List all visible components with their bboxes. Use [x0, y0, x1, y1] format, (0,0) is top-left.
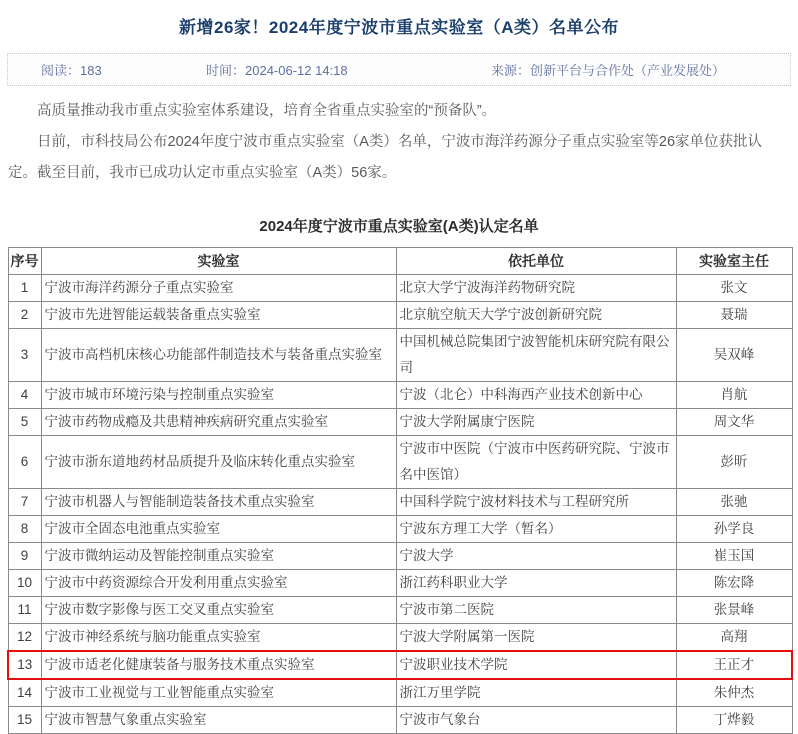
table-header-row: [8, 248, 792, 275]
table-row: [8, 570, 792, 597]
table-row: [8, 516, 792, 543]
table-body: [8, 275, 792, 734]
cell-lab: 宁波市数字影像与医工交叉重点实验室: [41, 597, 396, 624]
lab-table: [7, 247, 793, 734]
cell-director: 高翔: [676, 624, 792, 652]
cell-org: 中国机械总院集团宁波智能机床研究院有限公司: [396, 329, 676, 382]
cell-lab: 宁波市高档机床核心功能部件制造技术与装备重点实验室: [41, 329, 396, 382]
cell-no: 6: [8, 436, 41, 489]
table-row: [8, 382, 792, 409]
cell-lab: 宁波市海洋药源分子重点实验室: [41, 275, 396, 302]
cell-lab: 宁波市浙东道地药材品质提升及临床转化重点实验室: [41, 436, 396, 489]
cell-no: 1: [8, 275, 41, 302]
cell-org: 中国科学院宁波材料技术与工程研究所: [396, 489, 676, 516]
cell-org: 宁波大学附属第一医院: [396, 624, 676, 652]
cell-director: 张文: [676, 275, 792, 302]
meta-publish-time: 时间：2024-06-12 14:18: [206, 63, 348, 78]
cell-lab: 宁波市中药资源综合开发利用重点实验室: [41, 570, 396, 597]
cell-lab: 宁波市微纳运动及智能控制重点实验室: [41, 543, 396, 570]
cell-org: 北京大学宁波海洋药物研究院: [396, 275, 676, 302]
header-cell-org: 依托单位: [396, 248, 676, 275]
cell-no: 10: [8, 570, 41, 597]
cell-director: 张景峰: [676, 597, 792, 624]
cell-lab: 宁波市智慧气象重点实验室: [41, 707, 396, 734]
cell-no: 12: [8, 624, 41, 652]
header-cell-lab: 实验室: [41, 248, 396, 275]
article-meta-bar: [7, 53, 791, 86]
cell-lab: 宁波市全固态电池重点实验室: [41, 516, 396, 543]
table-row: [8, 329, 792, 382]
cell-no: 15: [8, 707, 41, 734]
cell-director: 崔玉国: [676, 543, 792, 570]
meta-views-count: 阅读：183: [41, 63, 102, 78]
table-row: [8, 436, 792, 489]
cell-org: 宁波职业技术学院: [396, 651, 676, 679]
table-row: [8, 707, 792, 734]
cell-no: 4: [8, 382, 41, 409]
cell-director: 朱仲杰: [676, 679, 792, 707]
cell-director: 周文华: [676, 409, 792, 436]
cell-lab: 宁波市先进智能运载装备重点实验室: [41, 302, 396, 329]
cell-org: 宁波大学: [396, 543, 676, 570]
cell-lab: 宁波市神经系统与脑功能重点实验室: [41, 624, 396, 652]
cell-org: 宁波（北仑）中科海西产业技术创新中心: [396, 382, 676, 409]
cell-lab: 宁波市机器人与智能制造装备技术重点实验室: [41, 489, 396, 516]
cell-no: 2: [8, 302, 41, 329]
table-row: [8, 597, 792, 624]
cell-org: 浙江万里学院: [396, 679, 676, 707]
body-paragraph-1: 高质量推动我市重点实验室体系建设，培育全省重点实验室的“预备队”。: [37, 103, 497, 119]
cell-director: 张驰: [676, 489, 792, 516]
meta-source: 来源：创新平台与合作处（产业发展处）: [491, 63, 726, 78]
cell-org: 宁波东方理工大学（暂名）: [396, 516, 676, 543]
cell-org: 宁波大学附属康宁医院: [396, 409, 676, 436]
table-row: [8, 543, 792, 570]
page-title: 新增26家！2024年度宁波市重点实验室（A类）名单公布: [178, 18, 619, 37]
cell-org: 宁波市第二医院: [396, 597, 676, 624]
cell-director: 孙学良: [676, 516, 792, 543]
cell-director: 聂瑞: [676, 302, 792, 329]
header-cell-director: 实验室主任: [676, 248, 792, 275]
article-body: [8, 96, 790, 189]
cell-org: 宁波市中医院（宁波市中医药研究院、宁波市名中医馆）: [396, 436, 676, 489]
cell-lab: 宁波市城市环境污染与控制重点实验室: [41, 382, 396, 409]
cell-org: 宁波市气象台: [396, 707, 676, 734]
table-row: [8, 624, 792, 652]
table-row: [8, 489, 792, 516]
header-cell-no: 序号: [8, 248, 41, 275]
cell-no: 8: [8, 516, 41, 543]
cell-lab: 宁波市工业视觉与工业智能重点实验室: [41, 679, 396, 707]
cell-no: 13: [8, 651, 41, 679]
cell-no: 7: [8, 489, 41, 516]
table-row: [8, 409, 792, 436]
cell-org: 北京航空航天大学宁波创新研究院: [396, 302, 676, 329]
cell-no: 11: [8, 597, 41, 624]
table-row: [8, 275, 792, 302]
cell-director: 彭昕: [676, 436, 792, 489]
cell-director: 吴双峰: [676, 329, 792, 382]
cell-no: 3: [8, 329, 41, 382]
cell-no: 5: [8, 409, 41, 436]
table-row-highlighted: [8, 651, 792, 679]
cell-director: 王正才: [676, 651, 792, 679]
table-row: [8, 302, 792, 329]
cell-director: 肖航: [676, 382, 792, 409]
cell-lab: 宁波市适老化健康装备与服务技术重点实验室: [41, 651, 396, 679]
cell-org: 浙江药科职业大学: [396, 570, 676, 597]
cell-no: 14: [8, 679, 41, 707]
cell-director: 陈宏降: [676, 570, 792, 597]
table-title: 2024年度宁波市重点实验室(A类)认定名单: [259, 218, 539, 235]
cell-lab: 宁波市药物成瘾及共患精神疾病研究重点实验室: [41, 409, 396, 436]
cell-director: 丁烨毅: [676, 707, 792, 734]
table-row: [8, 679, 792, 707]
body-paragraph-2: 日前，市科技局公布2024年度宁波市重点实验室（A类）名单，宁波市海洋药源分子重点实验室等26家单位获批认定。截至目前，我市已成功认定市重点实验室（A类）56家。: [8, 134, 763, 181]
cell-no: 9: [8, 543, 41, 570]
